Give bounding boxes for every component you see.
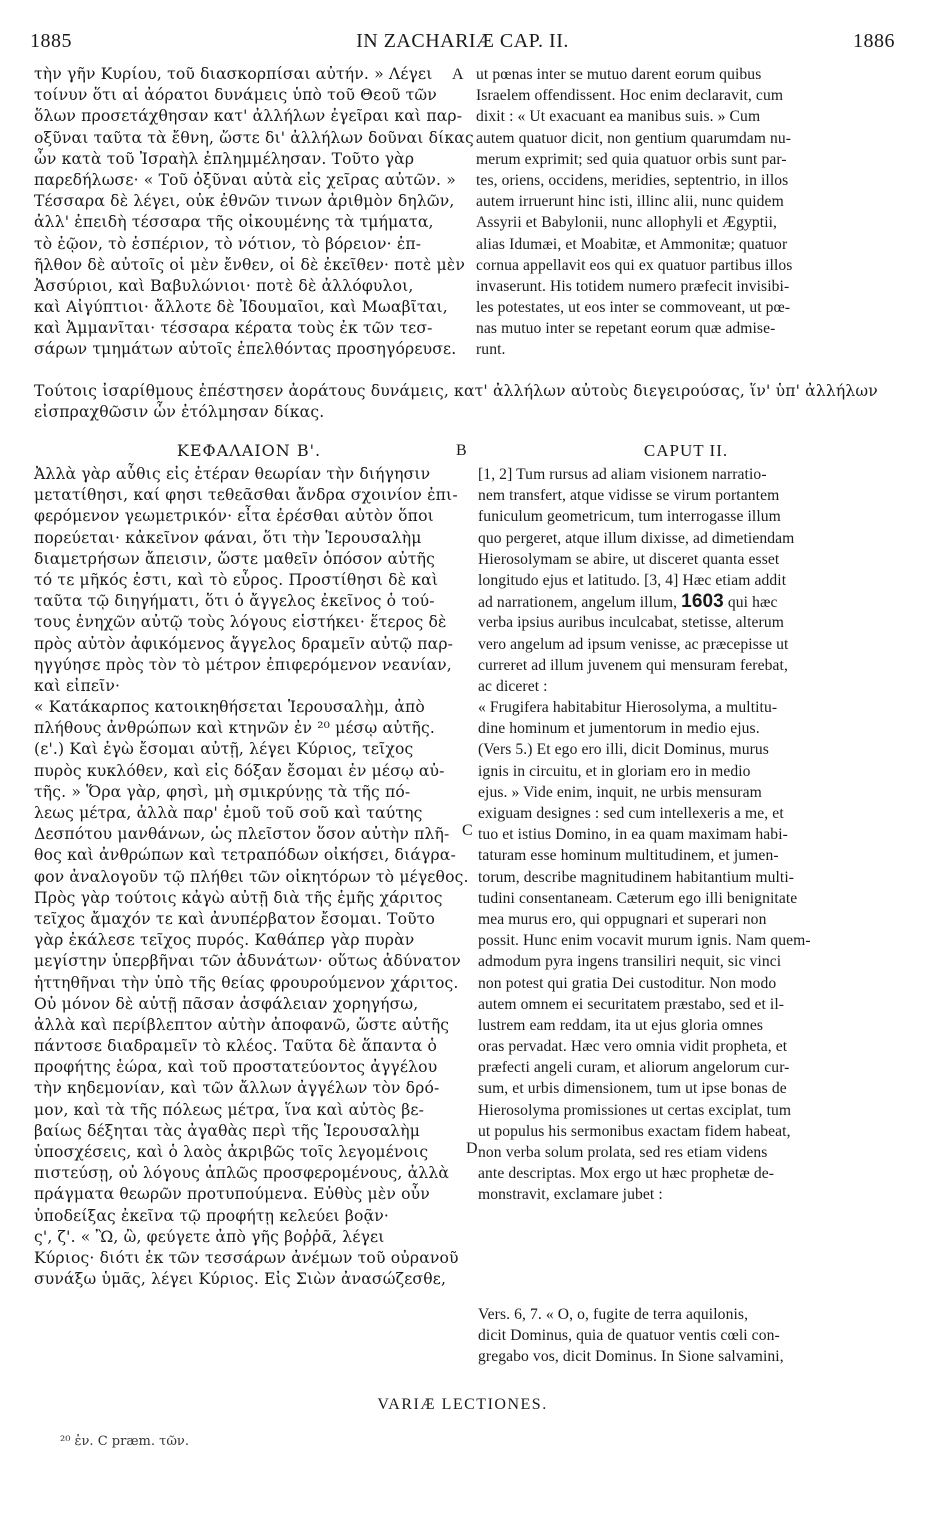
text-line: παρεδήλωσε· « Τοῦ ὀξῦναι αὐτὰ εἰς χεῖρας αὐτῶν. »	[34, 170, 456, 189]
text-line: διαμετρήσων ἄπεισιν, ὥστε μαθεῖν ὁπόσον αὐτῆς	[34, 549, 435, 568]
margin-letter-d: D	[466, 1140, 478, 1157]
text-line: nem transfert, atque vidisse se virum portantem	[478, 487, 780, 505]
text-line: (Vers 5.) Et ego ero illi, dicit Dominus, murus	[478, 741, 769, 759]
text-line: non verba solum prolata, sed res etiam videns	[478, 1144, 768, 1161]
text-line: ὧν κατὰ τοῦ Ἰσραὴλ ἐπλημμέλησαν. Τοῦτο γὰρ	[34, 149, 415, 168]
latin-column-bottom	[478, 1304, 898, 1368]
running-title: IN ZACHARIÆ CAP. II.	[356, 30, 569, 52]
text-line: ἀλλ' ἐπειδὴ τέσσαρα τῆς οἰκουμένης τὰ τμήματα,	[34, 213, 434, 232]
text-line: funiculum geometricum, tum interrogasse illum	[478, 508, 781, 526]
text-line: ejus. » Vide enim, inquit, ne urbis mensuram	[478, 783, 762, 801]
greek-column-top	[34, 64, 474, 361]
text-line: Κύριος· διότι ἐκ τῶν τεσσάρων ἀνέμων τοῦ οὐρανοῦ	[34, 1248, 459, 1267]
text-line: ut pœnas inter se mutuo darent eorum quibus	[476, 66, 762, 83]
text-line: καὶ Ἀμμανῖται· τέσσαρα κέρατα τοὺς ἐκ τῶν τεσ-	[34, 319, 433, 338]
text-line: γὰρ ἐκάλεσε τεῖχος πυρός. Καθάπερ γὰρ πυρὰν	[34, 931, 415, 950]
text-line: Τέσσαρα δὲ λέγει, οὐκ ἐθνῶν τινων ἀριθμὸν δηλῶν,	[34, 192, 455, 211]
text-line: Ἀλλὰ γὰρ αὖθις εἰς ἑτέραν θεωρίαν τὴν διήγησιν	[34, 465, 431, 483]
text-line: admodum pyra ingens transiliri nequit, sic vinci	[478, 953, 782, 971]
text-line: autem irruerunt hinc isti, illinc alii, nunc quidem	[476, 193, 784, 211]
text-line: μον, καὶ τὰ τῆς πόλεως μέτρα, ἵνα καὶ αὐτὸς βε-	[34, 1100, 425, 1119]
text-line: dicit Dominus, quia de quatuor ventis cœli con-	[478, 1327, 780, 1345]
text-line: Πρὸς γὰρ τούτοις κἀγὼ αὐτῇ διὰ τῆς ἐμῆς χάριτος	[34, 888, 443, 907]
text-line: possit. Hunc enim vocavit murum ignis. Nam quem-	[478, 932, 811, 950]
text-line: tudini consentaneam. Cæterum ego illi benignitate	[478, 889, 798, 907]
text-line: πλήθους ἀνθρώπων καὶ κτηνῶν ἐν ²⁰ μέσῳ αὐτῆς.	[34, 719, 436, 738]
text-line: ἀλλὰ καὶ περίβλεπτον αὐτὴν ἀποφανῶ, ὥστε αὐτῆς	[34, 1015, 450, 1034]
text-line: συνάξω ὑμᾶς, λέγει Κύριος. Εἰς Σιὼν ἀνασώζεσθε,	[34, 1270, 447, 1289]
text-line: exiguam designes : sed cum intellexeris a me, et	[478, 805, 784, 822]
text-line: πορεύεται· κἀκεῖνον φάναι, ὅτι τὴν Ἱερουσαλὴμ	[34, 528, 422, 547]
text-line: τὴν κηδεμονίαν, καὶ τῶν ἄλλων ἀγγέλων τὸν δρό-	[34, 1079, 440, 1098]
text-line: runt.	[476, 341, 506, 359]
text-line: οξῦναι ταῦτα τὰ ἔθνη, ὥστε δι' ἀλλήλων δοῦναι δίκας	[34, 128, 474, 147]
text-line: curreret ad illum juvenem qui mensuram ferebat,	[478, 656, 788, 674]
text-line: τους ἐνηχῶν αὐτῷ τοὺς λόγους εἱστήκει· ἕτερος δὲ	[34, 613, 447, 632]
text-line: dixit : « Ut exacuant ea manibus suis. » Cum	[476, 108, 761, 126]
text-line: Assyrii et Babylonii, nunc allophyli et Ægyptii,	[476, 214, 778, 232]
text-line: λεως μέτρα, ἀλλὰ παρ' ἐμοῦ τοῦ σοῦ καὶ ταύτης	[34, 804, 423, 822]
text-line: lustrem eam reddam, ita ut ejus gloria omnes	[478, 1016, 764, 1034]
text-line: πάντοσε διαδραμεῖν τὸ κλέος. Ταῦτα δὲ ἅπαντα ὁ	[34, 1037, 437, 1056]
text-line: ῆλθον δὲ αὐτοῖς οἱ μὲν ἔνθεν, οἱ δὲ ἐκεῖθεν· ποτὲ μὲν	[34, 255, 465, 274]
text-line: τό τε μῆκός ἐστι, καὶ τὸ εὖρος. Προστίθησι δὲ καὶ	[34, 570, 439, 589]
text-line: alias Idumæi, et Moabitæ, et Ammonitæ; quatuor	[476, 235, 788, 253]
text-line: Israelem offendissent. Hoc enim declaravit, cum	[476, 87, 784, 105]
text-line: τὸ ἑῷον, τὸ ἑσπέριον, τὸ νότιον, τὸ βόρειον· ἐπ-	[34, 234, 422, 253]
text-line: longitudo ejus et latitudo. [3, 4] Hæc etiam addit	[478, 571, 787, 589]
text-line: πράγματα θεωρῶν προτυπούμενα. Εὐθὺς μὲν οὖν	[34, 1185, 430, 1204]
latin-line-with-page-number: ad narrationem, angelum illum, 1603 qui hæc	[478, 591, 778, 613]
text-line: sum, et urbis dimensionem, tum ut ipse bonas de	[478, 1080, 787, 1098]
text-line: Hierosolymam se abire, ut disceret quanta esset	[478, 550, 780, 568]
text-line: Δεσπότου μανθάνων, ὡς πλεῖστον ὅσον αὐτὴν πλῆ-	[34, 825, 450, 844]
text-line: tes, oriens, occidens, meridies, septentrio, in illos	[476, 171, 789, 189]
text-line: μετατίθησι, καί φησι τεθεᾶσθαι ἄνδρα σχοινίον ἐπι-	[34, 486, 458, 505]
text-line: τεῖχος ἄμαχόν τε καὶ ἀνυπέρβατον ἔσομαι. Τοῦτο	[34, 909, 436, 928]
text-line: σάρων τμημάτων αὐτοῖς ἐπελθόντας προσηγόρευσε.	[34, 340, 457, 359]
text-line: πρὸς αὐτὸν ἀφικόμενος ἄγγελος δραμεῖν αὐτῷ παρ-	[34, 634, 454, 653]
text-line: Τούτοις ἰσαρίθμους ἐπέστησεν ἀοράτους δυνάμεις, κατ' ἀλλήλων αὐτοὺς διεγειρούσας, ἵν' ὑπ' ἀλλήλων	[34, 382, 878, 400]
latin-chapter-title: CAPUT II.	[643, 441, 729, 460]
greek-column-main	[34, 464, 469, 1290]
text-line: Ἀσσύριοι, καὶ Βαβυλώνιοι· ποτὲ δὲ ἀλλόφυλοι,	[34, 276, 414, 295]
text-line: βαίως δέξηται τὰς ἀγαθὰς περὶ τῆς Ἱερουσαλὴμ	[34, 1121, 420, 1140]
text-line: mea murus ero, qui oppugnari et superari non	[478, 910, 767, 928]
text-line: taturam esse hominum multitudinem, et jumen-	[478, 847, 779, 865]
text-line: autem omnem ei securitatem præstabo, sed et il-	[478, 995, 785, 1013]
text-line: Οὐ μόνον δὲ αὐτῇ πᾶσαν ἀσφάλειαν χορηγήσω,	[34, 994, 419, 1013]
margin-letter-c: C	[462, 822, 473, 839]
text-line: πυρὸς κυκλόθεν, καὶ εἰς δόξαν ἔσομαι ἐν μέσῳ αὐ-	[34, 761, 445, 780]
text-line: ὑποσχέσεις, καὶ ὁ λαὸς ἀκριβῶς τοῖς λεγομένοις	[34, 1143, 429, 1161]
text-line: præfecti angeli curam, et aliorum angelorum cur-	[478, 1059, 790, 1077]
text-line: torum, describe magnitudinem habitantium multi-	[478, 868, 795, 886]
text-line: τῆς. » Ὅρα γὰρ, φησὶ, μὴ σμικρύνῃς τὰ τῆς πό-	[34, 782, 411, 801]
text-line: φον ἀναλογοῦν τῷ πλήθει τῶν οἰκητόρων τὸ μέγεθος.	[34, 867, 469, 886]
latin-column-main	[478, 464, 898, 1206]
inline-page-number: 1603	[681, 591, 724, 613]
text-line: ς', ζ'. « Ὢ, ὢ, φεύγετε ἀπὸ γῆς βοῤῥᾶ, λέγει	[34, 1227, 385, 1246]
text-line: φερόμενον γεωμετρικόν· εἶτα ἐρέσθαι αὐτὸν ὅποι	[34, 507, 434, 526]
text-line: « Κατάκαρπος κατοικηθήσεται Ἱερουσαλὴμ, ἀπὸ	[34, 698, 425, 717]
text-line: dine hominum et jumentorum in medio ejus.	[478, 720, 760, 738]
text-line: ηγγύησε πρὸς τὸν τὸ μέτρον ἐπιφερόμενον νεανίαν,	[34, 655, 452, 674]
text-line: ἡττηθῆναι τὴν ὑπὸ τῆς θείας φρουρούμενον χάριτος.	[34, 973, 459, 992]
text-line: καὶ εἰπεῖν·	[34, 676, 121, 695]
text-line: « Frugifera habitabitur Hierosolyma, a multitu-	[478, 699, 778, 717]
page-number-left: 1885	[30, 30, 72, 52]
text-line: προφήτης ἑώρα, καὶ τοῦ προστατεύοντος ἀγγέλου	[34, 1058, 438, 1077]
text-line: gregabo vos, dicit Dominus. In Sione salvamini,	[478, 1348, 784, 1366]
text-line: nas mutuo inter se repetant eorum quæ admise-	[476, 320, 776, 338]
text-line: verba ipsius auribus inculcabat, stetisse, alterum	[478, 614, 784, 632]
text-line: vero angelum ad ipsum venisse, ac præcepisse ut	[478, 635, 789, 653]
variae-lectiones-heading: VARIÆ LECTIONES.	[377, 1396, 548, 1413]
page-header	[30, 30, 895, 58]
text-line: autem quatuor dicit, non gentium quarumdam nu-	[476, 129, 792, 147]
text-line: invaserunt. His totidem numero præfecit invisibi-	[476, 277, 790, 295]
text-line: quo pergeret, atque illum dixisse, ad dimetiendam	[478, 529, 795, 547]
text-line: τὴν γῆν Κυρίου, τοῦ διασκορπίσαι αὐτήν. » Λέγει	[34, 65, 433, 83]
text-line: Vers. 6, 7. « O, o, fugite de terra aquilonis,	[478, 1306, 749, 1323]
text-line: Hierosolyma promissiones ut certas exciplat, tum	[478, 1101, 792, 1119]
margin-letter-b: B	[456, 442, 467, 459]
text-line: θος καὶ ἀνθρώπων καὶ τετραπόδων οἰκήσει, διάγρα-	[34, 846, 456, 865]
text-line: non potest qui gratia Dei custoditur. Non modo	[478, 974, 777, 992]
latin-column-top	[476, 64, 896, 361]
text-line: εἰσπραχθῶσιν ὧν ἐτόλμησαν δίκας.	[34, 403, 325, 422]
text-line: (ε'.) Καὶ ἐγὼ ἔσομαι αὐτῇ, λέγει Κύριος, τεῖχος	[34, 740, 414, 759]
text-line: tuo et istius Domino, in ea quam maximam habi-	[478, 826, 788, 844]
text-line: πιστεύσῃ, οὐ λόγους ἁπλῶς προσφερομένους, ἀλλὰ	[34, 1164, 450, 1183]
text-line: ignis in circuitu, et in gloriam ero in medio	[478, 762, 751, 780]
text-line: μεγίστην ὑπερβῆναι τῶν ἀδυνάτων· οὕτως ἀδύνατον	[34, 952, 461, 971]
text-line: merum exprimit; sed quia quatuor orbis sunt par-	[476, 150, 787, 168]
greek-chapter-title: ΚΕΦΑΛΑΙΟΝ Β'.	[176, 441, 322, 460]
text-line: ante descriptas. Mox ergo ut hæc prophetæ de-	[478, 1165, 775, 1183]
text-line: monstravit, exclamare jubet :	[478, 1186, 663, 1204]
margin-letter-a: A	[452, 66, 464, 83]
text-line: ὅλων προσετάχθησαν κατ' ἀλλήλων ἐγεῖραι καὶ παρ-	[34, 107, 463, 126]
full-width-greek	[34, 381, 894, 423]
page-number-right: 1886	[853, 30, 895, 52]
text-line: oras pervadat. Hæc vero omnia vidit propheta, et	[478, 1038, 788, 1056]
text-line: les potestates, ut eos inter se commoveant, ut pœ-	[476, 299, 791, 317]
text-line: ταῦτα τῷ διηγήματι, ὅτι ὁ ἄγγελος ἐκεῖνος ὁ τού-	[34, 592, 435, 611]
text-line: ὑποδείξας ἐκεῖνα τῷ προφήτῃ κελεύει βοᾷν·	[34, 1206, 390, 1225]
text-line: ut populus his sermonibus exactam fidem habeat,	[478, 1122, 791, 1140]
footnote: ²⁰ ἐν. C præm. τῶν.	[60, 1434, 189, 1449]
text-line: ac diceret :	[478, 677, 548, 695]
text-line: cornua appellavit eos qui ex quatuor partibus illos	[476, 256, 793, 274]
text-line: τοίνυν ὅτι αἱ ἀόρατοι δυνάμεις ὑπὸ τοῦ Θεοῦ τῶν	[34, 86, 437, 105]
text-line: καὶ Αἰγύπτιοι· ἄλλοτε δὲ Ἰδουμαῖοι, καὶ Μωαβῖται,	[34, 298, 448, 317]
text-line: [1, 2] Tum rursus ad aliam visionem narratio-	[478, 466, 767, 483]
